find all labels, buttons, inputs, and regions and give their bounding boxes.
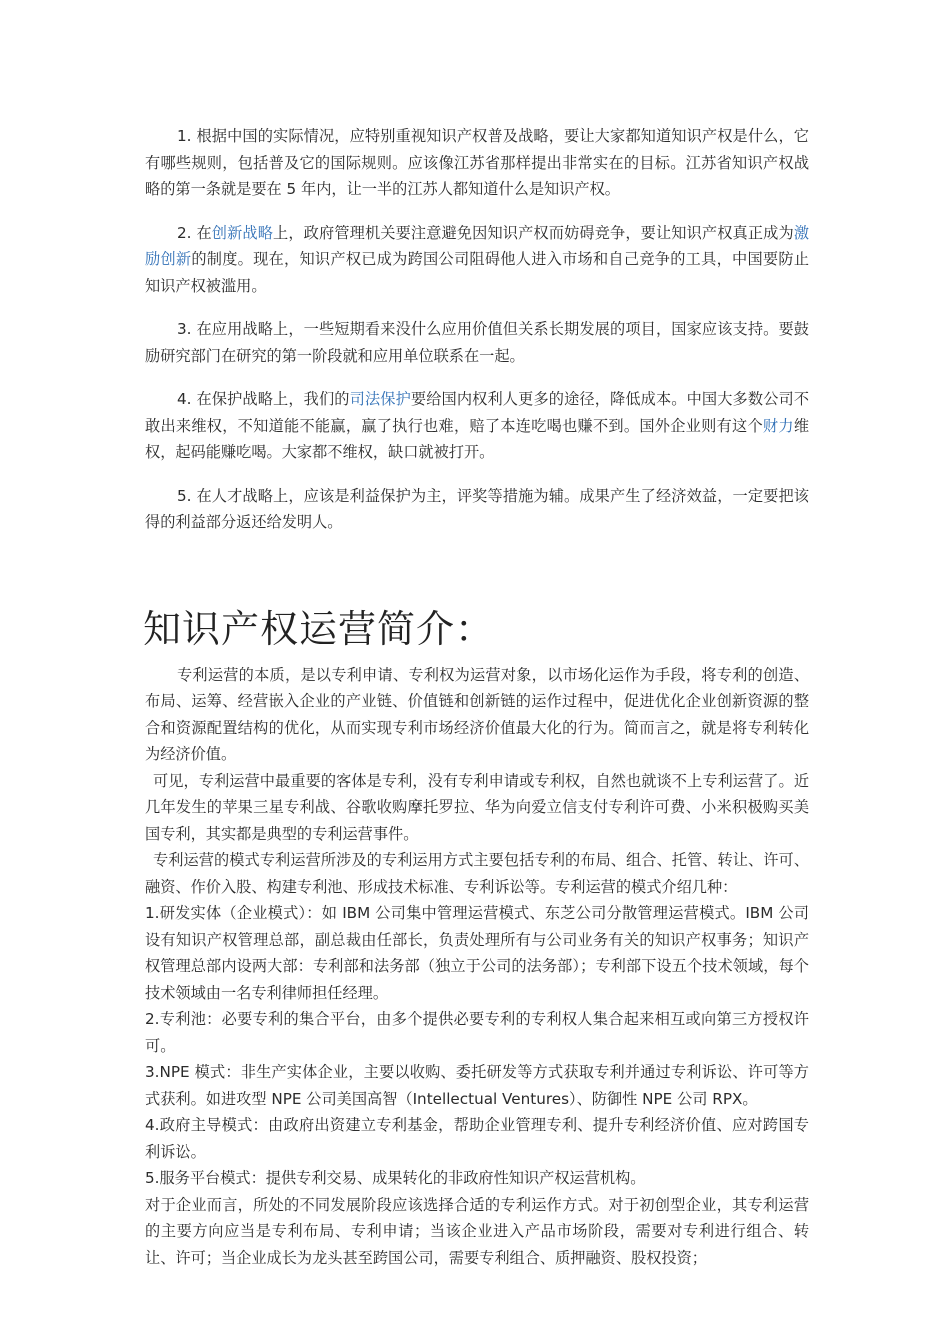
paragraph-text: 4. 在保护战略上，我们的 — [177, 390, 350, 408]
body-paragraph-object: 可见，专利运营中最重要的客体是专利，没有专利申请或专利权，自然也就谈不上专利运营了。近几年发生的苹果三星专利战、谷歌收购摩托罗拉、华为向爱立信支付专利许可费、小米积极购买美国专利，其实都是典型的专利运营事件。 — [145, 771, 809, 843]
body-item-4: 4.政府主导模式：由政府出资建立专利基金，帮助企业管理专利、提升专利经济价值、应对跨国专利诉讼。 — [145, 1116, 809, 1161]
body-paragraph-enterprise: 对于企业而言，所处的不同发展阶段应该选择合适的专利运作方式。对于初创型企业，其专利运营的主要方向应当是专利布局、专利申请；当该企业进入产品市场阶段，需要对专利进行组合、转让、许可；当企业成长为龙头甚至跨国公司，需要专利组合、质押融资、股权投资； — [145, 1195, 809, 1267]
paragraph-text: 要给国内权利人更多的途径，降低成本。中国大多数公司不敢出来维权，不知道能不能赢，赢了执行也难，赔了本连吃喝也赚不到。国外企业则有这个 — [145, 390, 810, 435]
paragraph-text: 1. 根据中国的实际情况，应特别重视知识产权普及战略，要让大家都知道知识产权是什么，它有哪些规则，包括普及它的国际规则。应该像江苏省那样提出非常实在的目标。江苏省知识产权战略的第一条就是要在 5 年内，让一半的江苏人都知道什么是知识产权。 — [145, 127, 809, 198]
body-item-2: 2.专利池：必要专利的集合平台，由多个提供必要专利的专利权人集合起来相互或向第三方授权许可。 — [145, 1010, 809, 1055]
body-item-5: 5.服务平台模式：提供专利交易、成果转化的非政府性知识产权运营机构。 — [145, 1169, 646, 1187]
strategy-paragraph-2 — [145, 220, 809, 300]
body-paragraph-modes: 专利运营的模式专利运营所涉及的专利运用方式主要包括专利的布局、组合、托管、转让、许可、融资、作价入股、构建专利池、形成技术标准、专利诉讼等。专利运营的模式介绍几种： — [145, 851, 809, 896]
incentive-innovation-link[interactable]: 激励创新 — [145, 223, 810, 268]
paragraph-text: 5. 在人才战略上，应该是利益保护为主，评奖等措施为辅。成果产生了经济效益，一定要把该得的利益部分返还给发明人。 — [145, 486, 809, 531]
paragraph-text: 维权，起码能赚吃喝。大家都不维权，缺口就被打开。 — [145, 416, 810, 461]
strategy-paragraph-4 — [145, 386, 809, 466]
paragraph-text: 上，政府管理机关要注意避免因知识产权而妨碍竞争，要让知识产权真正成为 — [273, 223, 794, 242]
paragraph-text: 2. 在 — [177, 223, 212, 242]
body-paragraph-essence: 专利运营的本质，是以专利申请、专利权为运营对象，以市场化运作为手段，将专利的创造、布局、运筹、经营嵌入企业的产业链、价值链和创新链的运作过程中，促进优化企业创新资源的整合和资源配置结构的优化，从而实现专利市场经济价值最大化的行为。简而言之，就是将专利转化为经济价值。 — [145, 665, 809, 763]
judicial-protection-link[interactable]: 司法保护 — [349, 390, 411, 408]
innovation-strategy-link[interactable]: 创新战略 — [211, 223, 274, 242]
paragraph-text: 3. 在应用战略上，一些短期看来没什么应用价值但关系长期发展的项目，国家应该支持。要鼓励研究部门在研究的第一阶段就和应用单位联系在一起。 — [145, 320, 809, 365]
body-item-1: 1.研发实体（企业模式）：如 IBM 公司集中管理运营模式、东芝公司分散管理运营模式。IBM 公司设有知识产权管理总部，副总裁由任部长，负责处理所有与公司业务有关的知识产权事务；知识产权管理总部内设两大部：专利部和法务部（独立于公司的法务部）；专利部下设五个技术领域，每个技术领域由一名专利律师担任经理。 — [145, 904, 809, 1002]
financial-power-link[interactable]: 财力 — [762, 416, 794, 435]
strategy-paragraph-1 — [145, 123, 809, 203]
body-item-3: 3.NPE 模式：非生产实体企业，主要以收购、委托研发等方式获取专利并通过专利诉讼、许可等方式获利。如进攻型 NPE 公司美国高智（Intellectual Ventures）、防御性 NPE 公司 RPX。 — [145, 1063, 809, 1108]
section-heading: 知识产权运营简介： — [143, 606, 495, 651]
paragraph-text: 的制度。现在，知识产权已成为跨国公司阻碍他人进入市场和自己竞争的工具，中国要防止知识产权被滥用。 — [145, 250, 809, 295]
strategy-paragraph-3 — [145, 316, 809, 369]
strategy-paragraph-5 — [145, 483, 809, 536]
document-content — [145, 123, 809, 1271]
